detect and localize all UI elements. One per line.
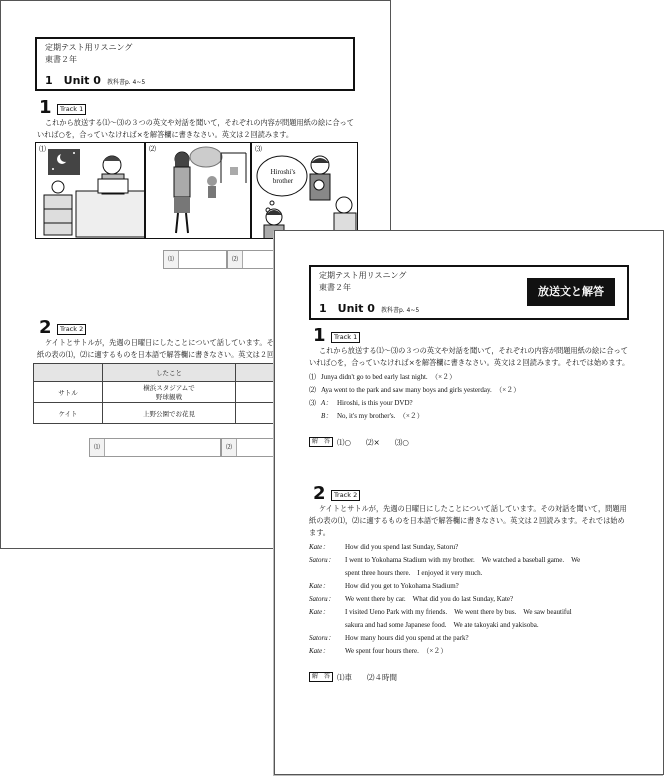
line-text: How did you spend last Sunday, Satoru? — [345, 543, 459, 551]
item-number: ⑵ — [309, 386, 316, 394]
speaker: Satoru： — [309, 634, 335, 642]
answer-tag: 解 答 — [309, 437, 333, 447]
answer-sheet — [274, 230, 664, 775]
header-grade: 東書２年 — [45, 55, 77, 64]
answer-label: ⑵ — [222, 439, 237, 456]
line-text: We spent four hours there. （×２） — [345, 647, 448, 655]
line-text: spent three hours there. I enjoyed it very much. — [345, 569, 483, 577]
answer-text: ⑴車 ⑵４時間 — [337, 673, 397, 682]
instruction-line: ます。 — [309, 528, 330, 537]
header-unit — [45, 72, 145, 88]
picture-number: ⑴ — [39, 145, 46, 153]
line-text: How many hours did you spend at the park? — [345, 634, 469, 642]
cell-line: 横浜スタジアムで — [143, 384, 195, 392]
dialogue-line — [309, 567, 482, 580]
speaker: A： — [321, 399, 333, 407]
script-answer-badge: 放送文と解答 — [527, 278, 615, 306]
header-series-title: 定期テスト用リスニング — [319, 271, 407, 280]
header-series-title: 定期テスト用リスニング — [45, 43, 133, 52]
instruction-line: いれば○を，合っていなければ×を解答欄に書きなさい。英文は２回読みます。 — [37, 130, 294, 139]
instruction-line: これから放送する⑴〜⑶の３つの英文や対話を聞いて，それぞれの内容が問題用紙の絵に合って — [319, 346, 628, 355]
table-cell — [103, 382, 236, 403]
dialogue-line — [309, 593, 513, 606]
textbook-pages: 教科書p. 4~5 — [380, 307, 420, 314]
speech-bubble-text — [264, 168, 302, 186]
dialogue-line — [309, 606, 572, 619]
speaker: Satoru： — [309, 556, 335, 564]
answer-box-1[interactable] — [89, 438, 221, 457]
answer-label: ⑴ — [90, 439, 105, 456]
line-text: Hiroshi, is this your DVD? — [337, 399, 413, 407]
line-text: No, it's my brother's. （×２） — [337, 412, 424, 420]
item-number: ⑶ — [309, 399, 316, 407]
instruction-line: ケイトとサトルが，先週の日曜日にしたことについて話しています。その対話を聞いて，問題用 — [319, 504, 627, 513]
track-label: Track 2 — [57, 324, 86, 335]
question-number: 1 — [313, 325, 326, 346]
answer-tag: 解 答 — [309, 672, 333, 682]
dialogue-line — [309, 619, 539, 632]
illustration-park — [145, 142, 251, 239]
speaker: Kate： — [309, 608, 330, 616]
question-number: 2 — [39, 317, 52, 338]
speaker: B： — [321, 412, 333, 420]
speaker: Kate： — [309, 582, 330, 590]
picture-number: ⑵ — [149, 145, 156, 153]
page1-header-box — [35, 37, 355, 91]
instruction-line: いれば○を，合っていなければ×を解答欄に書きなさい。英文は２回読みます。それでは始めます。 — [309, 358, 630, 367]
header-grade: 東書２年 — [319, 283, 351, 292]
picture-number: ⑶ — [255, 145, 262, 153]
dialogue-line — [309, 632, 469, 645]
line-text: I visited Ueno Park with my friends. We went there by bus. We saw beautiful — [345, 608, 572, 616]
answer-box-1[interactable] — [163, 250, 227, 269]
header-unit — [319, 300, 419, 316]
speaker: Satoru： — [309, 595, 335, 603]
track-label: Track 1 — [57, 104, 86, 115]
speaker: Kate： — [309, 647, 330, 655]
dialogue-line — [309, 580, 459, 593]
instruction-line: ケイトとサトルが，先週の日曜日にしたことについて話しています。そ — [45, 338, 274, 347]
instruction-line: これから放送する⑴〜⑶の３つの英文や対話を聞いて，それぞれの内容が問題用紙の絵に合って — [45, 118, 354, 127]
park-scene-icon — [146, 143, 251, 239]
dvd-scene-icon — [252, 143, 358, 239]
answer-text: ⑴○ ⑵× ⑶○ — [337, 438, 409, 447]
table-cell: ケイト — [34, 403, 103, 424]
bedroom-scene-icon — [36, 143, 145, 239]
table-cell: サトル — [34, 382, 103, 403]
script-line — [309, 371, 456, 384]
cell-line: 野球観戦 — [156, 393, 182, 401]
script-line — [309, 410, 424, 423]
speaker: Kate： — [309, 543, 330, 551]
line-text: Aya went to the park and saw many boys and girls yesterday. （×２） — [321, 386, 521, 394]
line-text: Junya didn't go to bed early last night. （×２） — [321, 373, 457, 381]
line-text: sakura and had some Japanese food. We ate takoyaki and yakisoba. — [345, 621, 539, 629]
instruction-line: 紙の表の⑴，⑵に適するものを日本語で解答欄に書きなさい。英文は２回読みます。それでは始め — [309, 516, 625, 525]
question-number: 1 — [39, 97, 52, 118]
bubble-line: brother — [272, 177, 294, 185]
illustration-bedroom — [35, 142, 145, 239]
unit-label: 1 Unit 0 — [319, 302, 375, 315]
illustration-dvd — [251, 142, 358, 239]
track-label: Track 1 — [331, 332, 360, 343]
table-header-cell: したこと — [103, 364, 236, 382]
textbook-pages: 教科書p. 4~5 — [106, 79, 146, 86]
track-label: Track 2 — [331, 490, 360, 501]
dialogue-line — [309, 554, 580, 567]
script-line — [309, 397, 413, 410]
line-text: I went to Yokohama Stadium with my brother. We watched a baseball game. We — [345, 556, 581, 564]
table-cell: 上野公園でお花見 — [103, 403, 236, 424]
table-header-cell — [34, 364, 103, 382]
question-number: 2 — [313, 483, 326, 504]
item-number: ⑴ — [309, 373, 316, 381]
script-line — [309, 384, 520, 397]
unit-label: 1 Unit 0 — [45, 74, 101, 87]
dialogue-line — [309, 541, 458, 554]
bubble-line: Hiroshi's — [270, 168, 296, 176]
instruction-line: 紙の表の⑴，⑵に適するものを日本語で解答欄に書きなさい。英文は２回 — [37, 350, 275, 359]
answer-label: ⑵ — [228, 251, 243, 268]
line-text: We went there by car. What did you do last Sunday, Kate? — [345, 595, 514, 603]
dialogue-line — [309, 645, 447, 658]
page2-header-box — [309, 265, 629, 320]
line-text: How did you get to Yokohama Stadium? — [345, 582, 459, 590]
answer-label: ⑴ — [164, 251, 179, 268]
